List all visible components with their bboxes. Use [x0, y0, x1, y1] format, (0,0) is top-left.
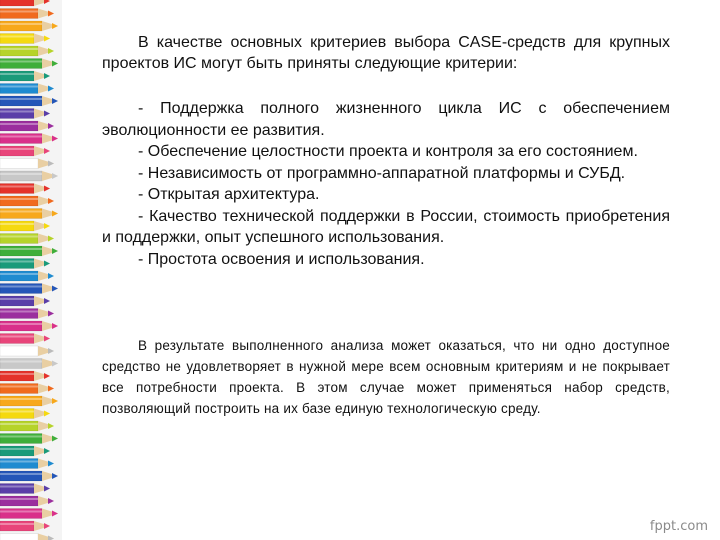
criterion-item: - Независимость от программно-аппаратной платформы и СУБД.	[138, 164, 626, 182]
intro-paragraph: В качестве основных критериев выбора CASE-средств для крупных проектов ИС могут быть приняты следующие критерии:	[102, 34, 670, 72]
result-paragraph: В результате выполненного анализа может оказаться, что ни одно доступное средство не удовлетворяет в нужной мере всем основным критериям и не покрывает все потребности проекта. В этом случае может применяться набор средств, позволяющий построить на их базе единую технологическую среду.	[102, 338, 670, 416]
criterion-item: - Простота освоения и использования.	[138, 250, 425, 268]
criterion-item: - Открытая архитектура.	[138, 186, 320, 203]
criterion-item: - Качество технической поддержки в России, стоимость приобретения и поддержки, опыт успешного использования.	[102, 207, 670, 246]
criterion-item: - Поддержка полного жизненного цикла ИС с обеспечением эволюционности ее развития.	[102, 100, 670, 139]
criterion-item: - Обеспечение целостности проекта и контроля за его состоянием.	[138, 143, 638, 160]
criteria-list	[102, 98, 670, 270]
watermark: fppt.com	[649, 519, 708, 534]
pencil-border	[0, 0, 62, 540]
